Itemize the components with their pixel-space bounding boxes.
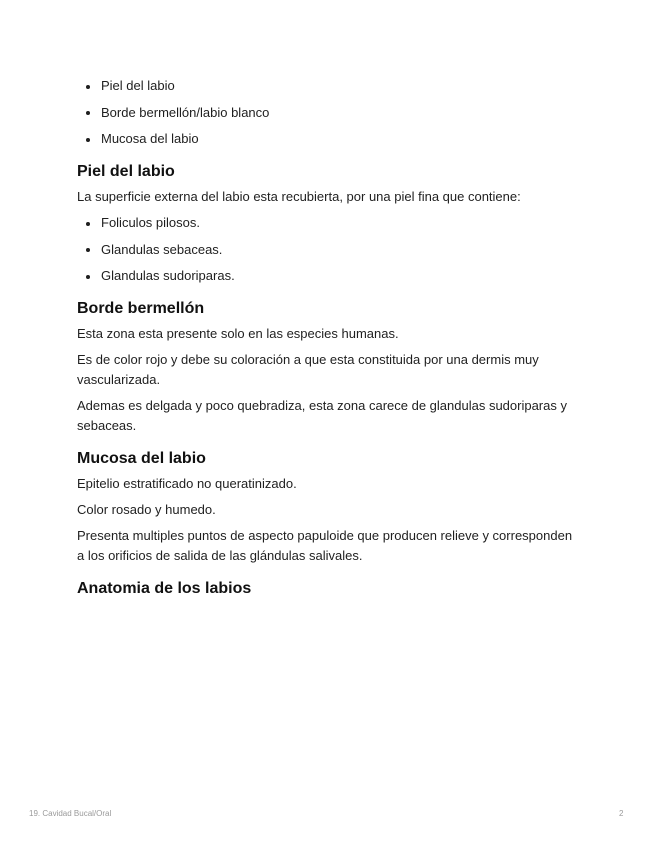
page-number: 2 — [619, 809, 624, 818]
list-item: Mucosa del labio — [77, 129, 577, 149]
paragraph: Color rosado y humedo. — [77, 502, 216, 517]
section-heading-anatomia: Anatomia de los labios — [77, 580, 252, 597]
list-item: Borde bermellón/labio blanco — [77, 103, 577, 123]
list-item: Piel del labio — [77, 76, 577, 96]
list-item: Glandulas sebaceas. — [77, 240, 577, 260]
paragraph: La superficie externa del labio esta recubierta, por una piel fina que contiene: — [77, 189, 521, 204]
piel-list — [77, 213, 577, 286]
section-heading-piel: Piel del labio — [77, 163, 175, 180]
paragraph: Presenta multiples puntos de aspecto papuloide que producen relieve y corresponden a los orificios de salida de las glándulas salivales. — [77, 528, 573, 563]
paragraph: Epitelio estratificado no queratinizado. — [77, 476, 297, 491]
paragraph: Esta zona esta presente solo en las especies humanas. — [77, 326, 399, 341]
section-heading-mucosa: Mucosa del labio — [77, 450, 206, 467]
footer-title: 19. Cavidad Bucal/Oral — [29, 809, 112, 818]
document-content — [77, 76, 577, 604]
section-heading-borde: Borde bermellón — [77, 300, 205, 317]
list-item: Glandulas sudoriparas. — [77, 266, 577, 286]
paragraph: Ademas es delgada y poco quebradiza, esta zona carece de glandulas sudoriparas y sebaceas. — [77, 398, 567, 433]
paragraph: Es de color rojo y debe su coloración a que esta constituida por una dermis muy vascularizada. — [77, 352, 539, 387]
intro-list — [77, 76, 577, 149]
list-item: Foliculos pilosos. — [77, 213, 577, 233]
